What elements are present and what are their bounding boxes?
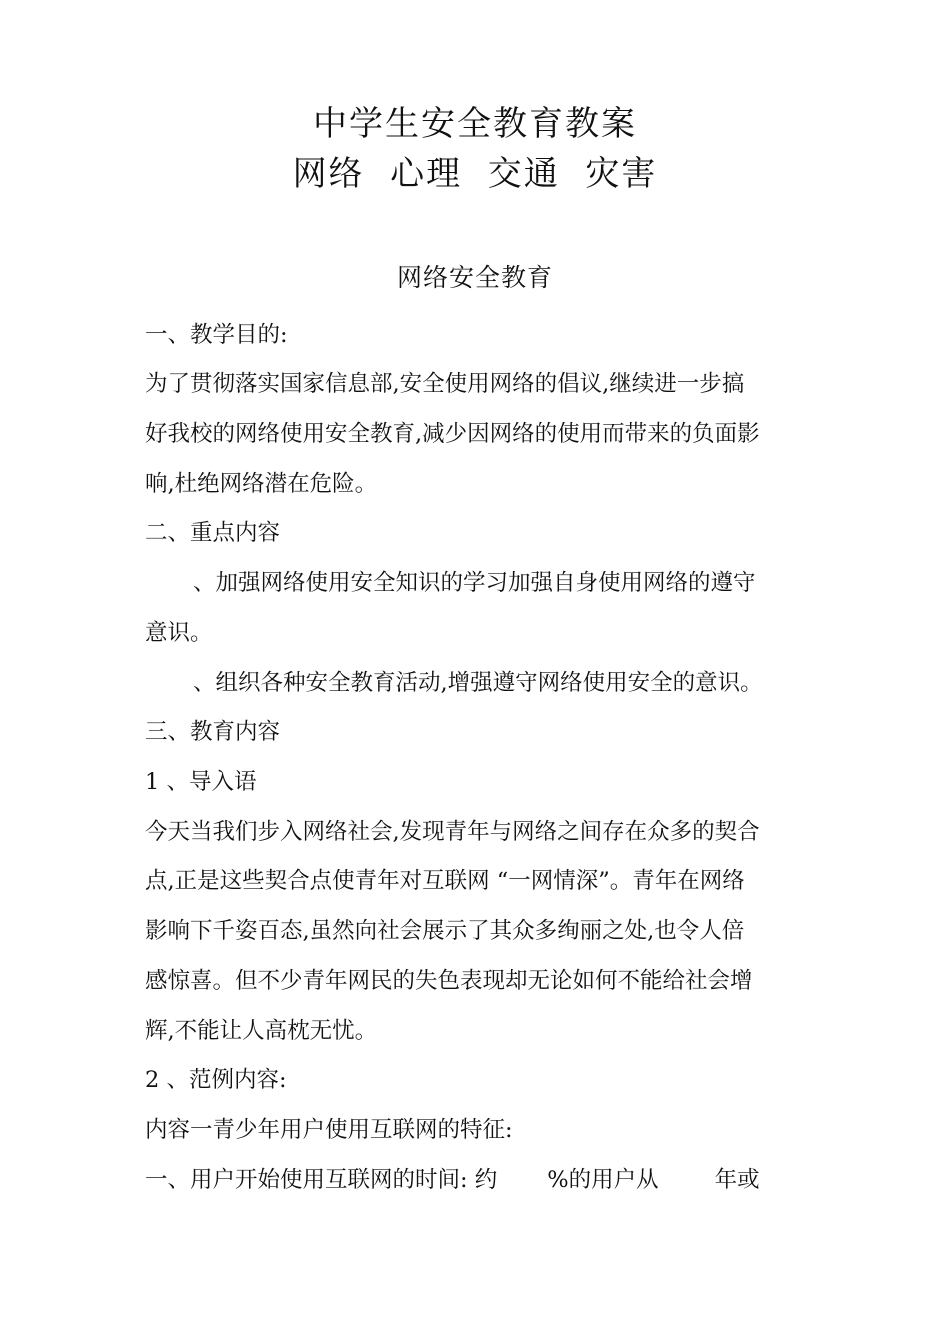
section-title: 网络安全教育 <box>396 263 553 292</box>
usage-time-text-a: 一、用户开始使用互联网的时间: 约 <box>145 1167 498 1193</box>
subheading-intro: 1 、导入语 <box>145 769 257 795</box>
usage-time-text-c: 年或 <box>714 1167 760 1193</box>
paragraph-line: 内容一青少年用户使用互联网的特征: <box>145 1117 513 1143</box>
paragraph-line: 、加强网络使用安全知识的学习加强自身使用网络的遵守 <box>193 570 756 596</box>
paragraph-line: 好我校的网络使用安全教育,减少因网络的使用而带来的负面影 <box>145 421 760 447</box>
heading-education-content: 三、教育内容 <box>145 719 281 745</box>
paragraph-line: 影响下千姿百态,虽然向社会展示了其众多绚丽之处,也令人倍 <box>145 918 745 944</box>
paragraph-line: 为了贯彻落实国家信息部,安全使用网络的倡议,继续进一步搞 <box>145 371 745 397</box>
paragraph-line: 点,正是这些契合点使青年对互联网 “一网情深”。青年在网络 <box>145 868 745 894</box>
heading-key-content: 二、重点内容 <box>145 520 281 546</box>
usage-time-text-b: %的用户从 <box>547 1167 659 1193</box>
paragraph-line: 意识。 <box>145 620 213 646</box>
paragraph-line: 今天当我们步入网络社会,发现青年与网络之间存在众多的契合 <box>145 819 760 845</box>
paragraph-line: 、组织各种安全教育活动,增强遵守网络使用安全的意识。 <box>193 670 763 696</box>
paragraph-line-usage-time <box>145 1165 815 1195</box>
heading-teaching-goal: 一、教学目的: <box>145 322 288 348</box>
paragraph-line: 辉,不能让人高枕无忧。 <box>145 1018 378 1044</box>
paragraph-line: 感惊喜。但不少青年网民的失色表现却无论如何不能给社会增 <box>145 968 753 994</box>
document-title: 中学生安全教育教案 <box>313 104 637 144</box>
paragraph-line: 响,杜绝网络潜在危险。 <box>145 471 378 497</box>
subheading-example: 2 、范例内容: <box>145 1067 287 1093</box>
document-subtitle: 网络 心理 交通 灾害 <box>292 154 658 194</box>
